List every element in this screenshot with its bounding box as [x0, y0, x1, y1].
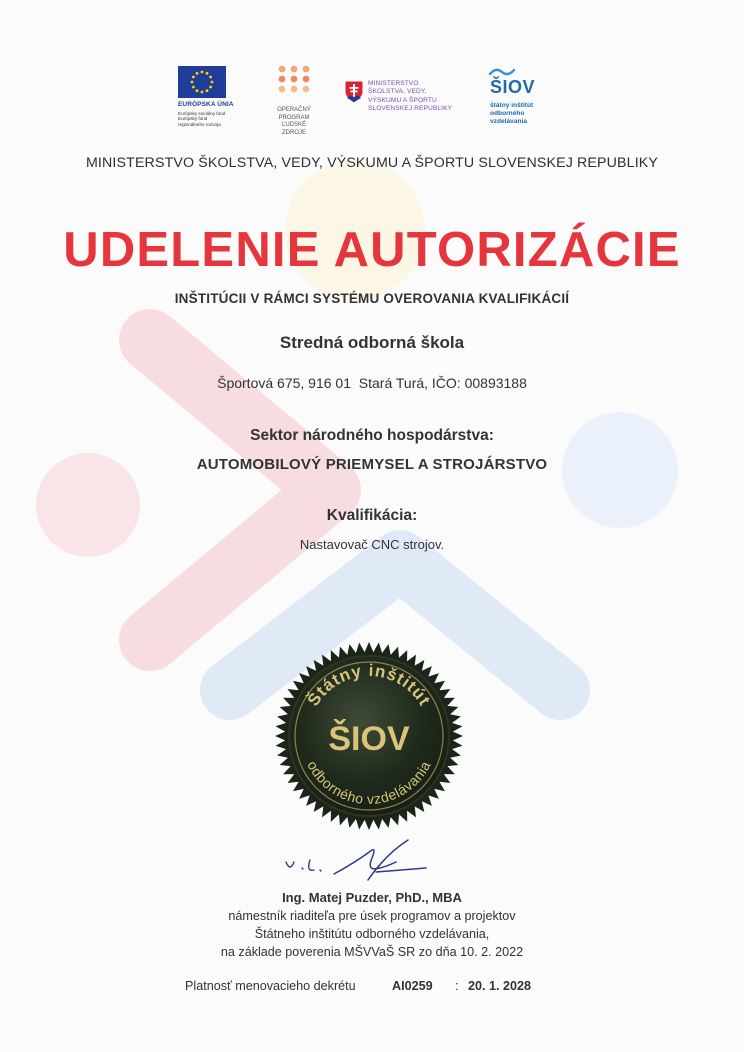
- ministry-logo-line: ŠKOLSTVA, VEDY,: [368, 88, 427, 96]
- decree-code: AI0259: [392, 979, 433, 993]
- op-logo-line: PROGRAM: [278, 114, 310, 121]
- school-address: Športová 675, 916 01 Stará Turá, IČO: 00893188: [217, 375, 527, 391]
- ministry-logo-line: MINISTERSTVO: [368, 80, 419, 87]
- sector-label: Sektor národného hospodárstva:: [250, 427, 494, 444]
- sector-value: AUTOMOBILOVÝ PRIEMYSEL A STROJÁRSTVO: [196, 456, 548, 473]
- validity-date: 20. 1. 2028: [468, 979, 532, 993]
- eu-logo-subtitle: Európsky sociálny fond Európsky fond regionálneho rozvoja: [178, 111, 226, 127]
- siov-logo-line: odborného: [490, 110, 525, 118]
- qualification-label: Kvalifikácia:: [326, 507, 418, 524]
- decree-validity: [185, 979, 532, 993]
- validity-separator: :: [455, 979, 459, 993]
- op-logo-line: ĽUDSKÉ: [281, 122, 306, 129]
- seal-top-text: Štátny inštitút: [303, 660, 435, 710]
- validity-label: Platnosť menovacieho dekrétu: [185, 979, 356, 993]
- signer-role-line-1: námestník riaditeľa pre úsek programov a projektov: [228, 909, 516, 923]
- eu-logo-title: EURÓPSKA ÚNIA: [178, 101, 234, 108]
- signer-role-line-2: Štátneho inštitútu odborného vzdelávania,: [254, 927, 490, 941]
- seal-center-text: ŠIOV: [328, 720, 410, 758]
- certificate-subtitle: INŠTITÚCII V RÁMCI SYSTÉMU OVEROVANIA KVALIFIKÁCIÍ: [174, 291, 570, 306]
- ministry-logo-line: SLOVENSKEJ REPUBLIKY: [368, 105, 453, 113]
- coat-of-arms-icon: [344, 80, 364, 104]
- qualification-value: Nastavovač CNC strojov.: [299, 537, 445, 552]
- ministry-logo: [344, 80, 462, 113]
- siov-logo-line: vzdelávania: [490, 118, 528, 126]
- seal-bottom-text: odborného vzdelávania: [304, 758, 434, 808]
- signer-role-line-3: na základe poverenia MŠVVaŠ SR zo dňa 10. 2. 2022: [220, 945, 524, 959]
- school-name: Stredná odborná škola: [279, 333, 465, 352]
- ministry-header: MINISTERSTVO ŠKOLSTVA, VEDY, VÝSKUMU A ŠPORTU SLOVENSKEJ REPUBLIKY: [85, 155, 659, 171]
- op-logo-line: ZDROJE: [282, 129, 306, 136]
- handwritten-signature: [276, 832, 436, 892]
- official-seal: [271, 638, 467, 834]
- op-ludske-zdroje-logo: [272, 64, 316, 137]
- certificate-title: UDELENIE AUTORIZÁCIE: [63, 223, 681, 277]
- eu-flag-icon: [178, 66, 226, 98]
- op-logo-line: OPERAČNÝ: [277, 107, 311, 113]
- signer-name: Ing. Matej Puzder, PhD., MBA: [282, 890, 462, 905]
- siov-logo-word: ŠIOV: [490, 77, 536, 97]
- dots-grid-icon: [277, 64, 311, 98]
- siov-logo-line: štátny inštitút: [490, 102, 534, 109]
- eu-logo: [178, 66, 236, 127]
- ministry-logo-line: VÝSKUMU A ŠPORTU: [368, 96, 437, 104]
